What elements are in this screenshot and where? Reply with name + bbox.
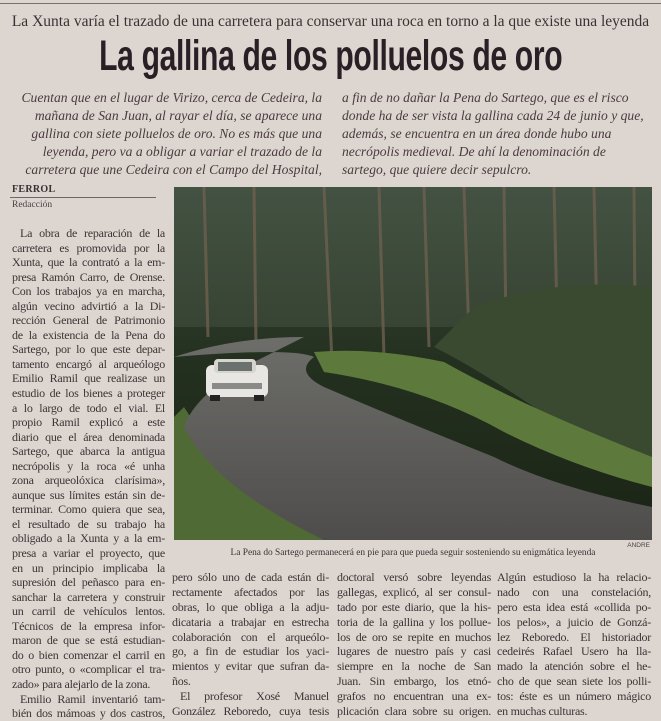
body-column-bottom-2 <box>337 570 491 719</box>
body-text-line: Emilio Ramil inventarió tam- <box>20 691 165 706</box>
body-text-line: maron de que se está estudian- <box>12 633 165 648</box>
body-text-line: mado la atención sobre el he- <box>497 659 651 674</box>
body-text-line: a lo largo de todo el vial. El <box>12 400 165 415</box>
body-text-line: rección General de Patrimonio <box>12 313 165 328</box>
body-text-line: estudio de los bienes a proteger <box>12 386 165 401</box>
body-text-line: La obra de reparación de la <box>20 226 165 240</box>
body-text-line: presa a variar el proyecto, que <box>12 546 165 561</box>
body-text-line: colaboración con el arqueólo- <box>172 629 329 644</box>
body-text-line: doctoral versó sobre leyendas <box>337 570 491 584</box>
body-text-line: aunque sus límites están sin de- <box>12 487 165 502</box>
body-text-line: los de oro se repite en muchos <box>337 629 491 644</box>
section-rule <box>10 197 156 198</box>
body-text-line: Juan. Sin embargo, los etnó- <box>337 674 491 689</box>
body-text-line: sanchar la carretera y construir <box>12 589 165 604</box>
intro-line: a fin de no dañar la Pena do Sartego, que es el risco <box>342 90 629 105</box>
body-text-line: obras, lo que obliga a la adju- <box>172 599 329 614</box>
body-text-line: cedeirés Rafael Usero ha lla- <box>497 644 651 659</box>
body-text-line: rectamente afectados por las <box>172 584 329 599</box>
body-text-line: terminar. Como quiera que sea, <box>12 502 165 517</box>
body-text-line: algún vecino advirtió a la Di- <box>12 298 165 313</box>
body-text-line: tado por este diario, que la his- <box>337 599 491 614</box>
body-text-line: siempre en la noche de San <box>337 659 491 674</box>
body-text-line: toria de la gallina y los pollue- <box>337 614 491 629</box>
intro-right <box>342 89 654 179</box>
intro-line: donde ha de ser vista la gallina cada 24 de junio y que, <box>342 108 644 123</box>
body-text-line: dicataria a trabajar en estrecha <box>172 614 329 629</box>
body-text-line: lugares de nuestro país y casi <box>337 644 491 659</box>
body-text-line: go, a fin de estudiar los yaci- <box>172 644 329 659</box>
body-text-line: obligado a la Xunta y a la em- <box>12 531 165 546</box>
article-photo <box>174 187 652 540</box>
body-text-line: carretera es promovida por la <box>12 240 165 255</box>
intro-line: leyenda, pero va a obligar a variar el trazado de la <box>42 144 322 159</box>
body-column-bottom-1 <box>172 570 329 719</box>
forest-road-photo <box>174 187 652 540</box>
section-label: FERROL <box>12 184 56 195</box>
body-text-line: los pelos», a juicio de Gonzá- <box>497 614 651 629</box>
body-text-line: tamento encargó al arqueólogo <box>12 356 165 371</box>
body-text-line: otro punto, o «complicar el tra- <box>12 662 165 677</box>
body-text-line: grafos no encuentran una ex- <box>337 689 491 704</box>
photo-caption: La Pena do Sartego permanecerá en pie para que pueda seguir sosteniendo su enigmática leyenda <box>230 548 596 558</box>
body-text-line: un carril de vehículos lentos. <box>12 604 165 619</box>
body-text-line: en muchas culturas. <box>497 704 588 719</box>
body-text-line: Algún estudioso la ha relacio- <box>497 570 651 584</box>
body-text-line: necrópolis y la roca «é unha <box>12 458 165 473</box>
body-text-line: el resultado de su trabajo ha <box>12 516 165 531</box>
car <box>206 359 268 401</box>
body-text-line: El profesor Xosé Manuel <box>180 689 329 704</box>
intro-line: necrópolis medieval. De ahí la denominación de <box>342 144 606 159</box>
body-text-line: Sartego, por lo que este depar- <box>12 342 165 357</box>
intro-left <box>6 89 322 179</box>
body-text-line: Con los trabajos ya en marcha, <box>12 284 165 299</box>
article-dek: La Xunta varía el trazado de una carretera para conservar una roca en torno a la que existe una leyenda <box>11 13 650 30</box>
body-text-line: gallegas, explicó, al ser consul- <box>337 584 491 599</box>
byline: Redacción <box>12 200 53 210</box>
body-text-line: do o bien comenzar el carril en <box>12 647 165 662</box>
body-text-line: propio Ramil explicó a este <box>12 415 165 430</box>
body-text-line: ños. <box>172 674 191 689</box>
body-text-line: cho de que sean siete los polli- <box>497 674 651 689</box>
body-text-line: bién dos mámoas y dos castros, <box>12 706 165 721</box>
intro-line: mañana de San Juan, al rayar el día, se aparece una <box>34 108 322 123</box>
intro-line: Cuentan que en el lugar de Virizo, cerca de Cedeira, la <box>21 90 322 105</box>
body-text-line: diario que el área denominada <box>12 429 165 444</box>
body-text-line: presa Ramón Carro, de Orense. <box>12 269 165 284</box>
intro-line: gallina con siete polluelos de oro. No es más que una <box>31 126 322 141</box>
body-text-line: Sartego, que abarca la antigua <box>12 444 165 459</box>
body-text-line: Técnicos de la empresa infor- <box>12 618 165 633</box>
intro-line: sartego, que quiere decir sepulcro. <box>342 162 532 177</box>
body-text-line: zona arqueolóxica clarísima», <box>12 473 165 488</box>
body-text-line: supresión del peñasco para en- <box>12 575 165 590</box>
body-text-line: Emilio Ramil que realizase un <box>12 371 165 386</box>
body-text-line: Xunta, que la contrató a la em- <box>12 255 165 270</box>
intro-line: además, se encuentra en un área donde hubo una <box>342 126 612 141</box>
body-column-bottom-3 <box>497 570 651 719</box>
top-rule <box>0 3 661 4</box>
body-text-line: de la existencia de la Pena do <box>12 327 165 342</box>
body-text-line: mientos y evitar que sufran da- <box>172 659 329 674</box>
body-text-line: González Reboredo, cuya tesis <box>172 704 329 719</box>
article-headline: La gallina de los polluelos de oro <box>99 32 563 80</box>
body-text-line: en un principio implicaba la <box>12 560 165 575</box>
body-text-line: pero sólo uno de cada están di- <box>172 570 329 584</box>
intro-line: carretera que une Cedeira con el Campo del Hospital, <box>25 162 322 177</box>
body-text-line: nado con una constelación, <box>497 584 651 599</box>
body-column-left <box>12 226 165 721</box>
body-text-line: pero esta idea está «collida po- <box>497 599 651 614</box>
body-text-line: tos: éste es un número mágico <box>497 689 651 704</box>
body-text-line: lez Reboredo. El historiador <box>497 629 651 644</box>
body-text-line: plicación clara sobre su origen. <box>337 704 491 719</box>
body-text-line: zado» para alejarlo de la zona. <box>12 676 151 691</box>
photo-credit: ANDRE <box>627 542 650 549</box>
